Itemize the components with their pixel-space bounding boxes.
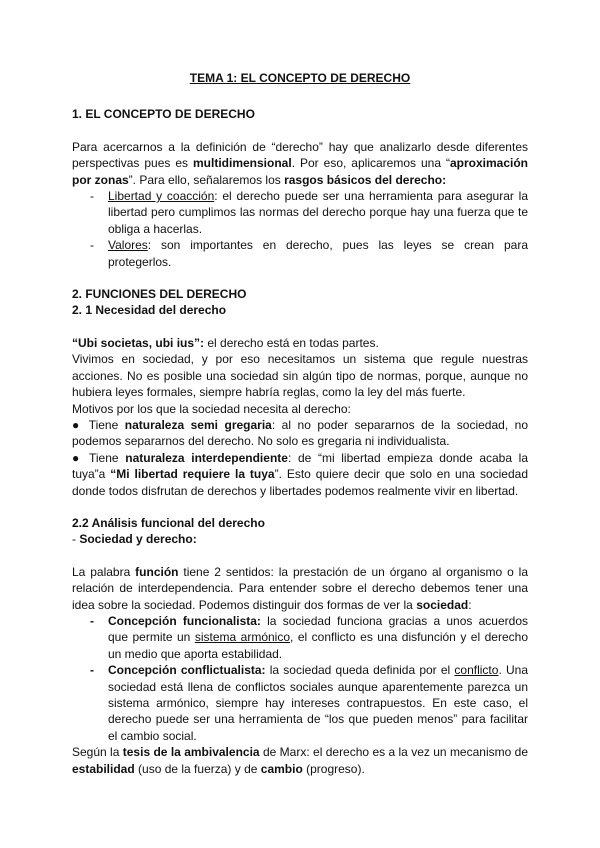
para-bold: tesis de la ambivalencia	[122, 745, 260, 760]
intro-bold-aproximacion: aproximación por zonas	[72, 156, 529, 187]
intro-bold-multidimensional: multidimensional	[193, 156, 292, 171]
list-item-text: : el derecho puede ser una herramienta para asegurar la libertad pero cumplimos las normas del derecho porque hay una fuerza que te obliga a hacerlas.	[108, 189, 528, 236]
subsection-2-1-heading: 2. 1 Necesidad del derecho	[72, 303, 227, 318]
subsection-sociedad-derecho	[72, 531, 528, 547]
list-item	[72, 237, 528, 270]
bullet-text: ”. Esto quiere decir que solo en una sociedad donde todos disfrutan de derechos y libertades podemos realmente vivir en libertad.	[72, 467, 529, 498]
list-item-underlined: conflicto	[454, 663, 499, 678]
paragraph-motivos: Motivos por los que la sociedad necesita al derecho:	[72, 401, 351, 416]
bullet-bold: “Mi libertad requiere la tuya	[110, 467, 275, 482]
para-text: de Marx: el derecho es a la vez un mecanismo de	[259, 745, 528, 760]
quote-text: el derecho está en todas partes.	[204, 335, 379, 350]
quote-bold: “Ubi societas, ubi ius”:	[72, 335, 205, 350]
bullet-text: ● Tiene	[72, 417, 125, 432]
para-bold: sociedad	[416, 597, 469, 612]
list-item	[72, 188, 528, 237]
concepciones-list	[72, 613, 528, 744]
para-text: (uso de la fuerza) y de	[134, 761, 261, 776]
paragraph-ambivalencia	[72, 744, 528, 777]
quote-line	[72, 335, 528, 351]
para-bold: estabilidad	[72, 761, 135, 776]
paragraph-sociedad: Vivimos en sociedad, y por eso necesitamos un sistema que regule nuestras acciones. No es posible una sociedad sin algún tipo de normas, porque, aunque no hubiera leyes formales, siempre habría reglas, como la ley del más fuerte.	[72, 352, 528, 400]
list-item-text: la sociedad queda definida por el	[265, 663, 455, 678]
subsection-sociedad-derecho-label: Sociedad y derecho:	[79, 532, 197, 547]
list-item-underlined: sistema armónico	[194, 630, 291, 645]
para-bold: cambio	[260, 761, 303, 776]
list-item	[72, 613, 528, 662]
intro-text-2: . Por eso, aplicaremos una “	[291, 156, 450, 171]
para-text: La palabra	[72, 564, 136, 579]
bullet-text: : al no poder separarnos de la sociedad, no podemos separarnos del derecho. No solo es gregaria ni individualista.	[72, 417, 528, 449]
intro-text-1: Para acercarnos a la definición de “derecho” hay que analizarlo desde diferentes perspectivas pues es	[72, 139, 528, 171]
list-item-text: la sociedad funciona gracias a unos acuerdos que permite un	[108, 613, 528, 645]
section-1-intro	[72, 139, 528, 188]
para-text: Según la	[72, 745, 123, 760]
document-page	[72, 70, 528, 777]
list-item-text: : son importantes en derecho, pues las leyes se crean para protegerlos.	[108, 238, 528, 269]
rasgos-list	[72, 188, 528, 270]
bullet-semi-gregaria	[72, 417, 528, 450]
list-item-term: Libertad y coacción	[108, 189, 215, 204]
list-item-term: Concepción funcionalista:	[108, 613, 261, 628]
para-text: tiene 2 sentidos: la prestación de un órgano al organismo o la relación de interdependencia. Para entender sobre el derecho debemos tener una idea sobre la sociedad. Podemos distinguir dos formas de ver la	[72, 564, 528, 612]
list-item-term: Valores	[108, 238, 148, 253]
intro-bold-rasgos: rasgos básicos del derecho:	[284, 172, 447, 187]
paragraph-funcion	[72, 564, 528, 613]
list-item-text: , el conflicto es una disfunción y el derecho un medio que aporta estabilidad.	[108, 630, 528, 661]
list-item-term: Concepción conflictualista:	[108, 663, 266, 678]
document-title: TEMA 1: EL CONCEPTO DE DERECHO	[189, 71, 411, 85]
bullet-bold: naturaleza interdependiente	[125, 450, 288, 465]
bullet-text: : de “mi libertad empieza donde acaba la tuya”a	[72, 450, 529, 482]
list-item-text: . Una sociedad está llena de conflictos sociales aunque aparentemente parezca un sistema armónico, siempre hay intereses contrapuestos. En este caso, el derecho puede ser una herramienta de “los que pueden menos” para facilitar el cambio social.	[108, 663, 528, 743]
para-text: :	[468, 597, 472, 612]
bullet-bold: naturaleza semi gregaria	[124, 417, 272, 432]
para-text: (progreso).	[302, 761, 365, 776]
bullet-interdependiente	[72, 450, 528, 499]
intro-text-3: ”. Para ello, señalaremos los	[128, 172, 285, 187]
list-item	[72, 662, 528, 744]
section-2-heading: 2. FUNCIONES DEL DERECHO	[72, 287, 247, 302]
section-1-heading: 1. EL CONCEPTO DE DERECHO	[72, 107, 255, 122]
bullet-text: ● Tiene	[72, 450, 126, 465]
dash-marker: -	[72, 532, 80, 547]
subsection-2-2-heading: 2.2 Análisis funcional del derecho	[72, 515, 265, 530]
para-bold: función	[135, 564, 179, 579]
